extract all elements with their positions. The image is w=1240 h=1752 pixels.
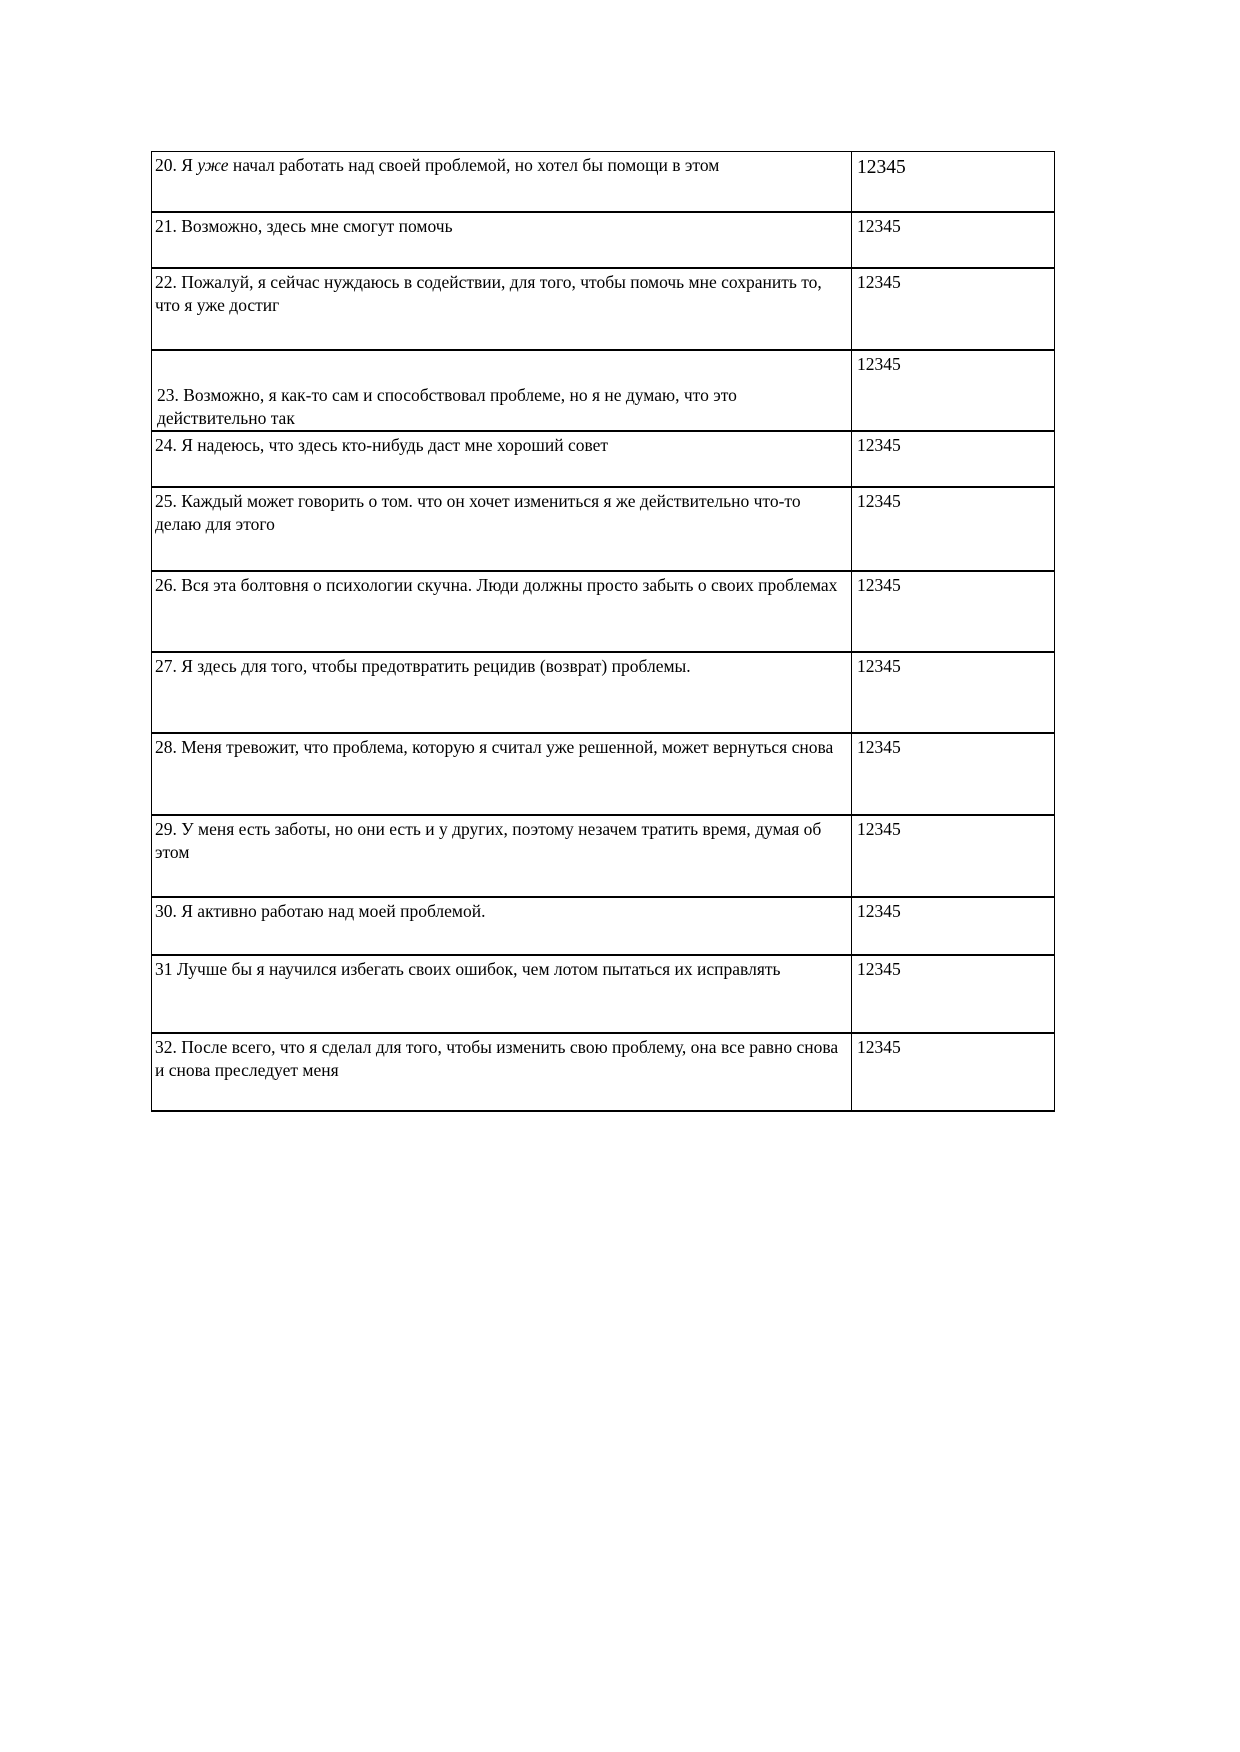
scale-cell: 12345 <box>852 1033 1055 1111</box>
question-cell: 27. Я здесь для того, чтобы предотвратить рецидив (возврат) проблемы. <box>152 652 852 733</box>
table-row <box>152 268 1055 350</box>
question-text-rest: начал работать над своей проблемой, но хотел бы помощи в этом <box>228 155 720 175</box>
question-cell: 22. Пожалуй, я сейчас нуждаюсь в содействии, для того, чтобы помочь мне сохранить то, что я уже достиг <box>152 268 852 350</box>
scale-cell: 12345 <box>852 350 1055 431</box>
table-row <box>152 897 1055 955</box>
table-row <box>152 152 1055 212</box>
table-row <box>152 733 1055 815</box>
question-cell <box>152 350 852 431</box>
table-row <box>152 571 1055 652</box>
table-row <box>152 350 1055 431</box>
question-cell: 24. Я надеюсь, что здесь кто-нибудь даст мне хороший совет <box>152 431 852 487</box>
question-cell: 26. Вся эта болтовня о психологии скучна. Люди должны просто забыть о своих проблемах <box>152 571 852 652</box>
scale-cell: 12345 <box>852 268 1055 350</box>
scale-cell: 12345 <box>852 152 1055 212</box>
scale-cell: 12345 <box>852 955 1055 1033</box>
table-row <box>152 652 1055 733</box>
question-cell: 31 Лучше бы я научился избегать своих ошибок, чем лотом пытаться их исправлять <box>152 955 852 1033</box>
question-number: 20. <box>155 155 177 175</box>
scale-cell: 12345 <box>852 571 1055 652</box>
question-cell: 30. Я активно работаю над моей проблемой. <box>152 897 852 955</box>
question-cell: 28. Меня тревожит, что проблема, которую я считал уже решенной, может вернуться снова <box>152 733 852 815</box>
table-row <box>152 487 1055 571</box>
questionnaire-table <box>151 151 1055 1112</box>
table-row <box>152 212 1055 268</box>
scale-cell: 12345 <box>852 733 1055 815</box>
question-cell: 29. У меня есть заботы, но они есть и у других, поэтому незачем тратить время, думая об этом <box>152 815 852 897</box>
question-text-emphasis: уже <box>197 155 229 175</box>
question-text-lead: Я <box>176 155 198 175</box>
scale-cell: 12345 <box>852 487 1055 571</box>
question-text: 23. Возможно, я как-то сам и способствовал проблеме, но я не думаю, что это действительно так <box>157 384 737 428</box>
question-cell <box>152 152 852 212</box>
question-cell: 32. После всего, что я сделал для того, чтобы изменить свою проблему, она все равно снова и снова преследует меня <box>152 1033 852 1111</box>
table-row <box>152 431 1055 487</box>
table-row <box>152 1033 1055 1111</box>
table-row <box>152 815 1055 897</box>
scale-cell: 12345 <box>852 431 1055 487</box>
question-cell: 25. Каждый может говорить о том. что он хочет измениться я же действительно что-то делаю для этого <box>152 487 852 571</box>
table-row <box>152 955 1055 1033</box>
question-cell: 21. Возможно, здесь мне смогут помочь <box>152 212 852 268</box>
scale-cell: 12345 <box>852 897 1055 955</box>
scale-cell: 12345 <box>852 815 1055 897</box>
scale-cell: 12345 <box>852 652 1055 733</box>
scale-cell: 12345 <box>852 212 1055 268</box>
